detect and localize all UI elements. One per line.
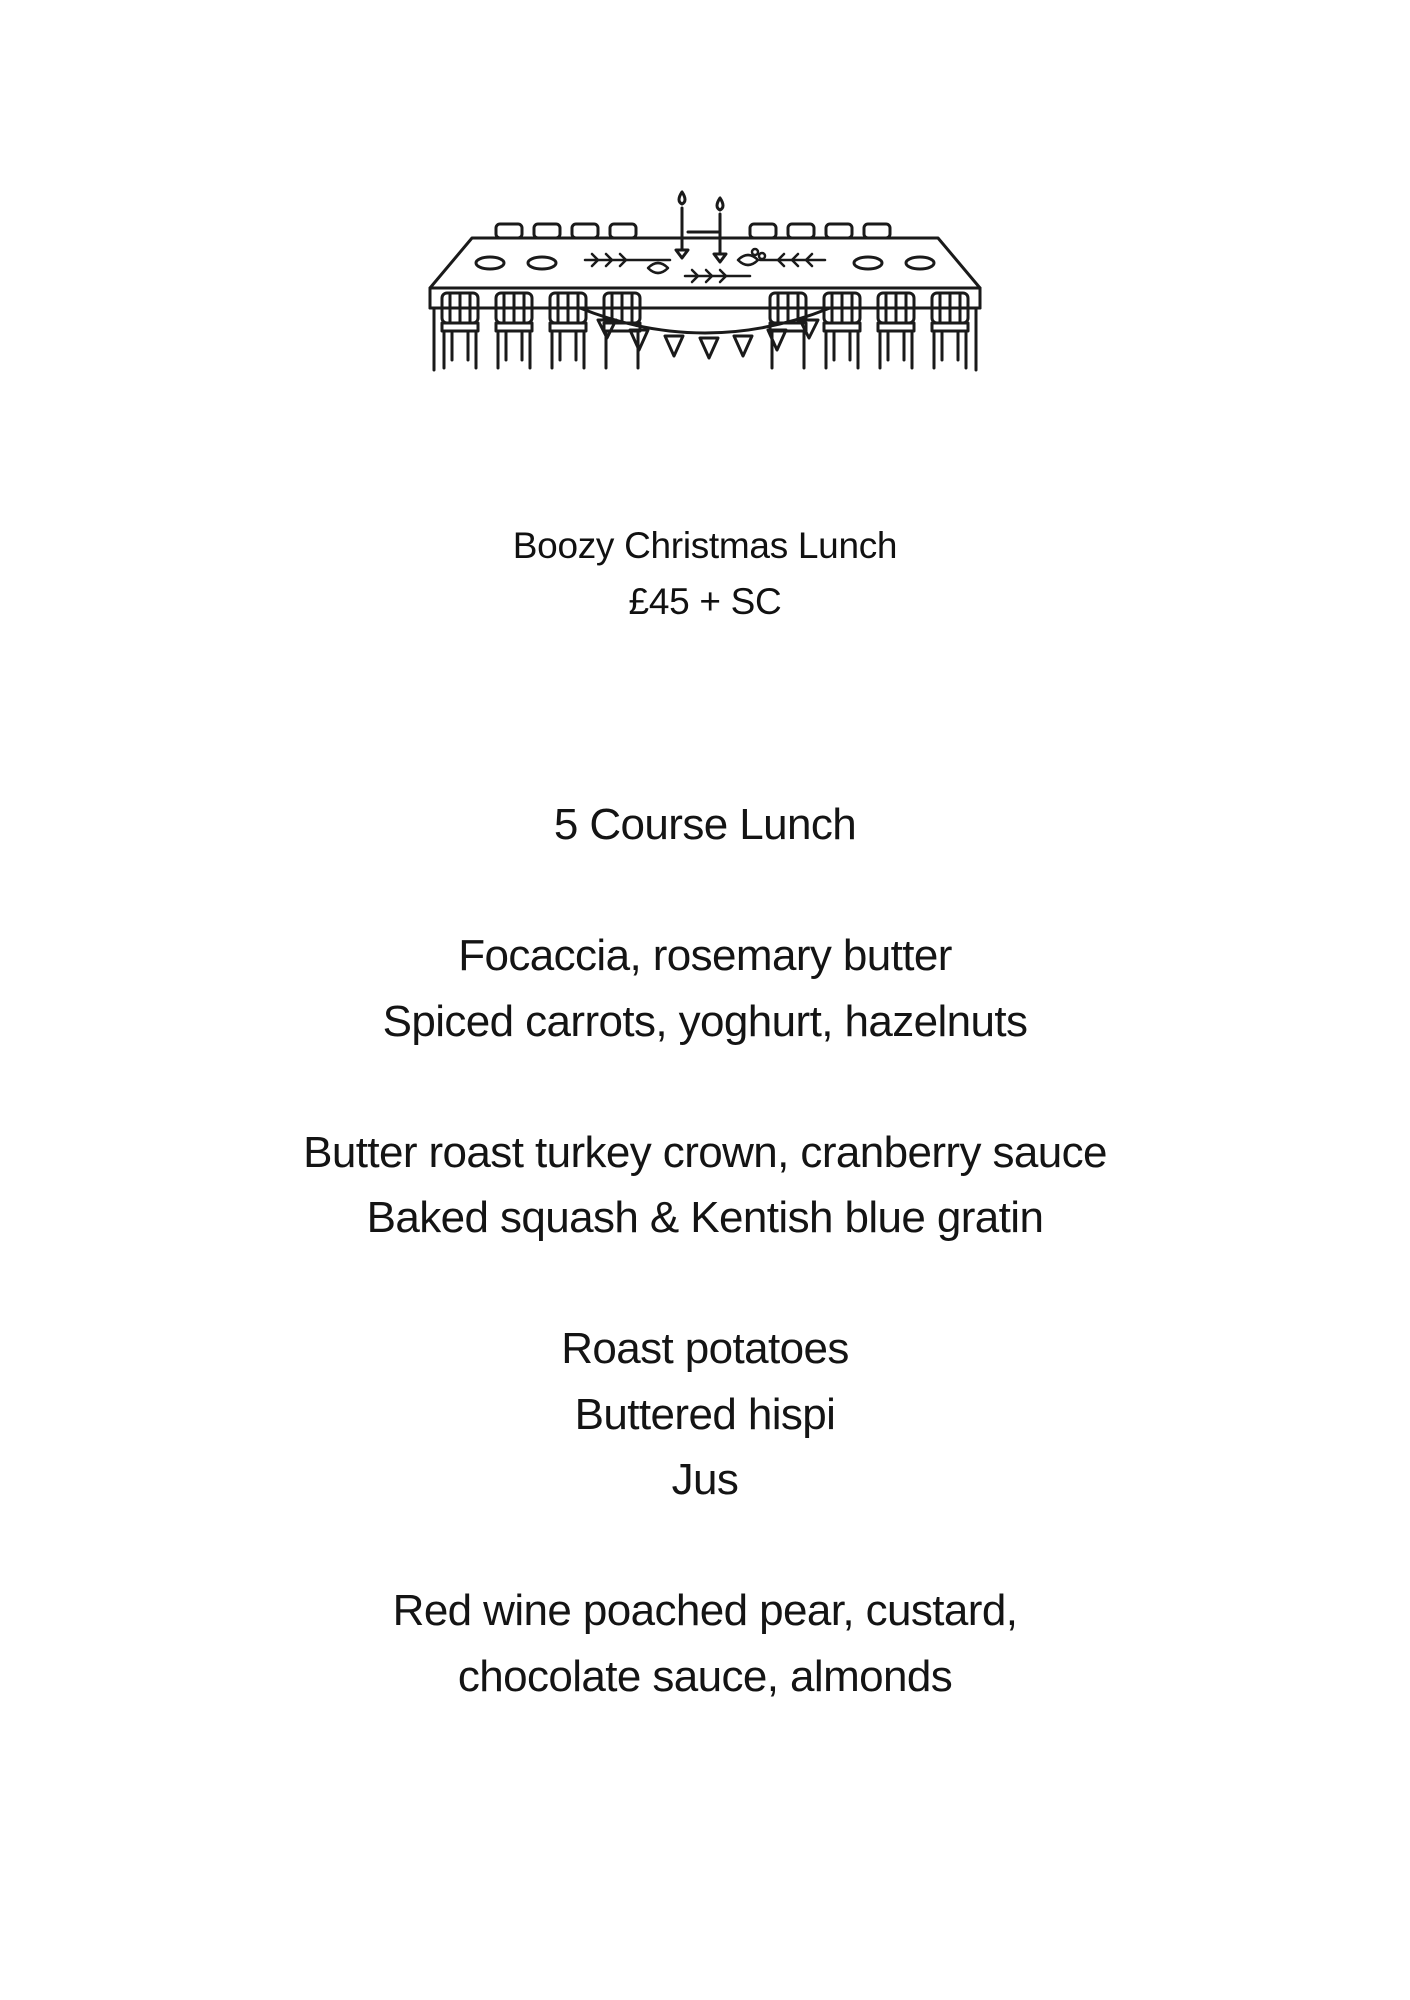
menu-item: Baked squash & Kentish blue gratin bbox=[366, 1193, 1044, 1242]
menu-title: Boozy Christmas Lunch bbox=[512, 525, 898, 566]
menu-item: chocolate sauce, almonds bbox=[457, 1651, 953, 1701]
garland-icon bbox=[585, 249, 825, 282]
menu-header bbox=[0, 518, 1410, 630]
menu-item: Focaccia, rosemary butter bbox=[458, 931, 952, 980]
menu-item: Buttered hispi bbox=[574, 1389, 836, 1439]
bunting-icon bbox=[580, 308, 830, 358]
candles-icon bbox=[676, 192, 726, 262]
menu-item: Roast potatoes bbox=[561, 1324, 849, 1373]
course-heading: 5 Course Lunch bbox=[553, 800, 857, 849]
dinner-table-illustration bbox=[420, 188, 990, 378]
menu-item: Red wine poached pear, custard, bbox=[392, 1586, 1018, 1635]
menu-item: Jus bbox=[671, 1455, 739, 1504]
menu-item: Spiced carrots, yoghurt, hazelnuts bbox=[382, 996, 1028, 1046]
menu-item: Butter roast turkey crown, cranberry sauce bbox=[303, 1127, 1107, 1177]
menu-body bbox=[0, 792, 1410, 1709]
menu-price: £45 + SC bbox=[628, 581, 782, 622]
plates bbox=[476, 257, 934, 269]
front-chairs bbox=[442, 293, 968, 368]
